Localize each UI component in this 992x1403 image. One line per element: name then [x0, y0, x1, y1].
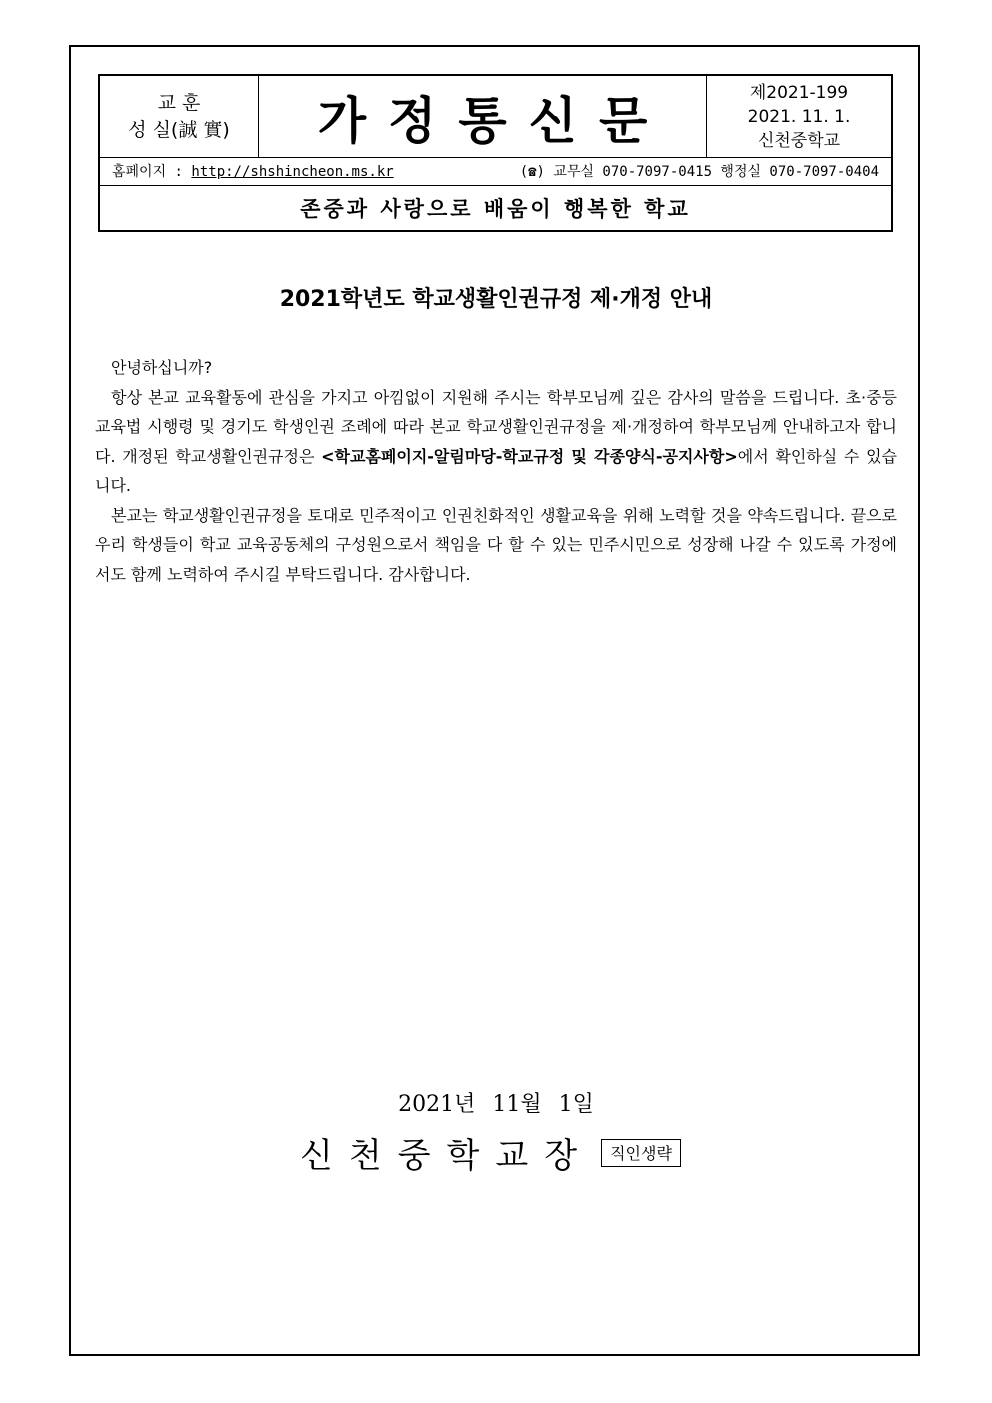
issue-info: [707, 76, 891, 157]
slogan-text: 존중과 사랑으로 배움이 행복한 학교: [300, 197, 691, 221]
issue-date-line: 2021년 11월 1일: [398, 1092, 594, 1117]
motto-label: 교 훈: [157, 91, 201, 114]
issue-number: 제2021-199: [749, 82, 849, 103]
school-motto: [100, 76, 259, 157]
document-title: 2021학년도 학교생활인권규정 제·개정 안내: [279, 287, 713, 312]
paragraph-2: 본교는 학교생활인권규정을 토대로 민주적이고 인권친화적인 생활교육을 위해 노력할 것을 약속드립니다. 끝으로 우리 학생들이 학교 교육공동체의 구성원으로서 책임을 다 할 수 있는 민주시민으로 성장해 나갈 수 있도록 가정에서도 함께 노력하여 주시길 부탁드립니다. 감사합니다.: [95, 505, 897, 584]
header-top-row: [100, 76, 891, 158]
homepage: [112, 161, 394, 181]
paragraph-1-text-a: 항상 본교 교육활동에 관심을 가지고 아낌없이 지원해 주시는 학부모님께 깊은 감사의 말씀을 드립니다. 초·중등 교육법 시행령 및 경기도 학생인권 조례에 따라 본교 학교생활인권규정을 제·개정하여 학부모님께 안내하고자 합니다. 개정된 학교생활인권규정은: [95, 387, 897, 466]
newsletter-title-cell: [259, 76, 707, 157]
contact-row: [100, 157, 891, 186]
homepage-link[interactable]: http://shshincheon.ms.kr: [191, 164, 394, 180]
paragraph-1-text-b: 에서 확인하실 수 있습니다.: [95, 446, 897, 495]
motto-value: 성 실(誠 實): [128, 118, 230, 141]
newsletter-header: [98, 74, 893, 232]
homepage-path: <학교홈페이지-알림마당-학교규정 및 각종양식-공지사항>: [321, 446, 738, 466]
principal-title: 신천중학교장: [300, 1136, 594, 1176]
issue-date: 2021. 11. 1.: [747, 106, 851, 127]
seal-omitted-box: 직인생략: [601, 1139, 681, 1167]
phone-contacts: (☎) 교무실 070-7097-0415 행정실 070-7097-0404: [519, 164, 879, 180]
greeting: 안녕하십니까?: [111, 358, 213, 377]
signature-block: [300, 1128, 681, 1177]
newsletter-title: 가정통신문: [317, 91, 670, 150]
paragraph-1: [95, 383, 897, 501]
document-body: [95, 353, 897, 589]
homepage-label: 홈페이지 :: [112, 164, 183, 180]
school-slogan: [100, 186, 891, 230]
school-name: 신천중학교: [757, 130, 841, 151]
